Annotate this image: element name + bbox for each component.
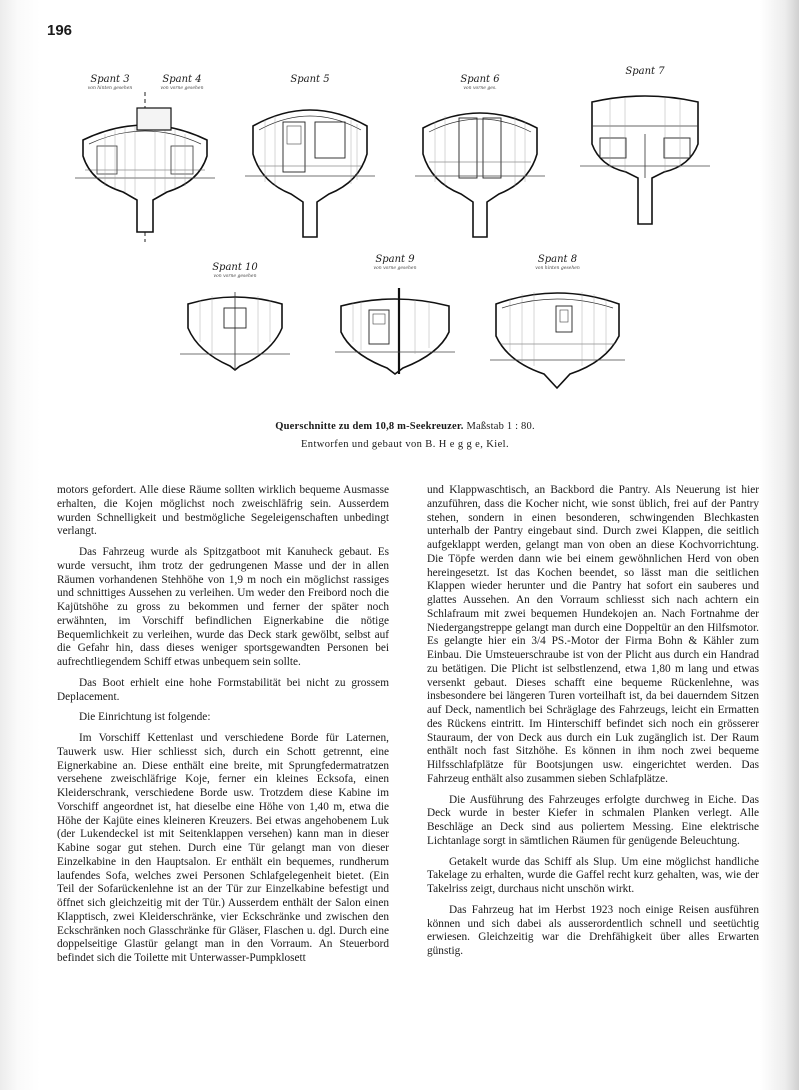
paragraph: Getakelt wurde das Schiff als Slup. Um eine möglichst handliche Takelage zu erhalten, wurde die Gaffel recht kurz gehalten, was, wie der Takelriss zeigt, durchaus nicht unschön wirkt. xyxy=(427,855,759,895)
cross-sections-figure xyxy=(60,66,750,410)
section-label-spant-7: Spant 7 xyxy=(625,66,665,77)
paragraph: Das Fahrzeug wurde als Spitzgatboot mit Kanuheck gebaut. Es wurde versucht, ihm trotz der gedrungenen Masse und der in allen Räumen vorhandenen Stehhöhe von 1,9 m noch ein möglichst rassiges und schnittiges Aussehen zu verleihen. Um weder den Freibord noch die Kajütshöhe zu gross zu bekommen und ferner der später noch erwähnten, im Vorschiff befindlichen Eignerkabine die nötige Bequemlichkeit zu verleihen, wurde das Deck stark gewölbt, selbst auf die Gefahr hin, dass dieses weniger sportsgewandten Personen bei aufrechtliegendem Schiff etwas unbequem sein sollte. xyxy=(57,546,389,668)
paragraph: motors gefordert. Alle diese Räume sollten wirklich bequeme Ausmasse erhalten, die Kojen möglichst noch zweischläfrig sein. Ausserdem wurden Schnelligkeit und bestmögliche Segeleigenschaften unbedingt verlangt. xyxy=(57,484,389,538)
hull-section-drawing xyxy=(180,270,290,380)
section-spant-8 xyxy=(490,254,625,392)
paragraph: Das Fahrzeug hat im Herbst 1923 noch einige Reisen ausführen können und sich dabei als ausserordentlich schnell und seetüchtig erwiesen. Gleichzeitig war die Drehfähigkeit über alles Erwarten günstig. xyxy=(427,903,759,957)
section-label-spant-9: Spant 9 xyxy=(375,254,415,265)
hull-section-drawing xyxy=(335,262,455,380)
figure-caption-scale: Maßstab 1 : 80. xyxy=(466,421,535,432)
section-note-spant-4: von vorne gesehen xyxy=(160,86,204,91)
section-note-spant-6: von vorne ges. xyxy=(463,86,497,91)
section-spant-3-4 xyxy=(75,74,215,242)
section-label-spant-8: Spant 8 xyxy=(537,254,578,265)
paragraph: Die Einrichtung ist folgende: xyxy=(79,711,211,724)
figure-caption-title: Querschnitte zu dem 10,8 m-Seekreuzer. xyxy=(275,421,464,432)
section-note-spant-3: von hinten gesehen xyxy=(87,86,133,91)
section-label-spant-10: Spant 10 xyxy=(212,262,258,273)
hull-section-drawing xyxy=(490,262,625,392)
page-number: 196 xyxy=(47,22,73,39)
hull-section-drawing xyxy=(415,82,545,242)
section-spant-9 xyxy=(335,254,455,380)
section-label-spant-5: Spant 5 xyxy=(290,74,330,85)
hull-section-drawing xyxy=(580,74,710,234)
section-spant-5 xyxy=(245,74,375,242)
right-text-column xyxy=(427,484,759,966)
figure-credit: Entworfen und gebaut von B. H e g g e, Kiel. xyxy=(300,439,509,450)
paragraph: Im Vorschiff Kettenlast und verschiedene Borde für Laternen, Tauwerk usw. Hier schliesst sich, durch ein Schott getrennt, eine Eignerkabine an. Diese enthält eine breite, mit Sprungfedermatratzen versehene zweischläfrige Koje, ferner ein kleines Ecksofa, einen Kleiderschrank, verschiedene Borde usw. Trotzdem diese Kabine im Vorschiff angeordnet ist, hat dieselbe eine Höhe von 1,40 m, etwa die Höhe der Kajüte eines kleineren Kreuzers. Bei etwas angehobenem Luk (der Lukendeckel ist mit Seitenklappen versehen) kann man in dieser Kabine sogar gut stehen. Durch eine Tür gelangt man von dieser Einzelkabine in den Hauptsalon. Er enthält ein bequemes, rundherum laufendes Sofa, welches zwei Personen Schlafgelegenheit bietet. (Ein Teil der Sofarückenlehne ist an der Tür zur Einzelkabine befestigt und öffnet sich gleichzeitig mit der Tür.) Ausserdem enthält der Salon einen Klapptisch, zwei Kleiderschränke, vier Eckschränke und zwischen den Eckschränken noch Glasschränke für Gläser, Flaschen u. dgl. Durch eine doppelseitige Glastür gelangt man in den Vorraum. An Steuerbord befindet sich die Toilette mit Unterwasser-Pumpklosett xyxy=(57,732,389,964)
paragraph: und Klappwaschtisch, an Backbord die Pantry. Als Neuerung ist hier anzuführen, dass die Kocher nicht, wie sonst üblich, frei auf der Pantry stehen, sondern in einen besonderen, schwingenden Blechkasten unterhalb der Pantry eingebaut sind. Durch zwei Klappen, die seitlich aufgeklappt werden, gelangt man von oben an diese Kochvorrichtung. Die Töpfe werden dann wie bei einem gewöhnlichen Herd von oben hereingesetzt. Ist das Kochen beendet, so lässt man die seitlichen Klappen wieder herunter und die Pantry hat sofort ein sauberes und glattes Aussehen. An den Vorraum schliesst sich nach achtern ein Schlafraum mit zwei bequemen Hundekojen an. Nach Fortnahme der Niedergangstreppe gelangt man durch eine Doppeltür an den Hilfsmotor. Es gelangte hier ein 3/4 PS.-Motor der Firma Bohn & Kähler zum Einbau. Die Umsteuerschraube ist von der Plicht aus durch ein Handrad zu betätigen. Die Plicht ist selbstlenzend, etwa 1,80 m lang und etwas versenkt gebaut. Dieses schafft eine bequeme Rückenlehne, was insbesondere bei längeren Turen vorteilhaft ist, da bei dauerndem Sitzen auf Deck, namentlich bei Schräglage des Fahrzeugs, leicht ein Ermatten des Rückens eintritt. Im Hinterschiff befindet sich noch ein grösserer Stauraum, der von Deck aus durch ein Luk zugänglich ist. Der Raum enthält noch fast Sitzhöhe. Es können in ihm noch zwei bequeme Hilfsschlafplätze für Bootsjungen usw. eingerichtet werden. Das Fahrzeug enthält also zusammen sieben Schlafplätze. xyxy=(427,484,759,785)
section-spant-7 xyxy=(580,66,710,234)
section-label-spant-3: Spant 3 xyxy=(90,74,130,85)
paragraph: Das Boot erhielt eine hohe Formstabilität bei nicht zu grossem Deplacement. xyxy=(57,676,389,703)
left-text-column xyxy=(57,484,389,973)
section-spant-10 xyxy=(180,262,290,380)
paragraph: Die Ausführung des Fahrzeuges erfolgte durchweg in Eiche. Das Deck wurde in bester Kiefer in schmalen Planken verlegt. Alle Beschläge an Deck sind aus poliertem Messing. Eine elektrische Lichtanlage sorgt in sämtlichen Räumen für genügende Beleuchtung. xyxy=(427,793,759,847)
section-note-spant-9: von vorne gesehen xyxy=(373,266,417,271)
hull-section-drawing xyxy=(245,82,375,242)
hull-section-drawing xyxy=(75,82,215,242)
section-label-spant-6: Spant 6 xyxy=(460,74,500,85)
section-note-spant-10: von vorne gesehen xyxy=(213,274,257,279)
section-spant-6 xyxy=(415,74,545,242)
section-label-spant-4: Spant 4 xyxy=(162,74,202,85)
figure-caption xyxy=(60,421,750,432)
section-note-spant-8: von hinten gesehen xyxy=(535,266,580,271)
